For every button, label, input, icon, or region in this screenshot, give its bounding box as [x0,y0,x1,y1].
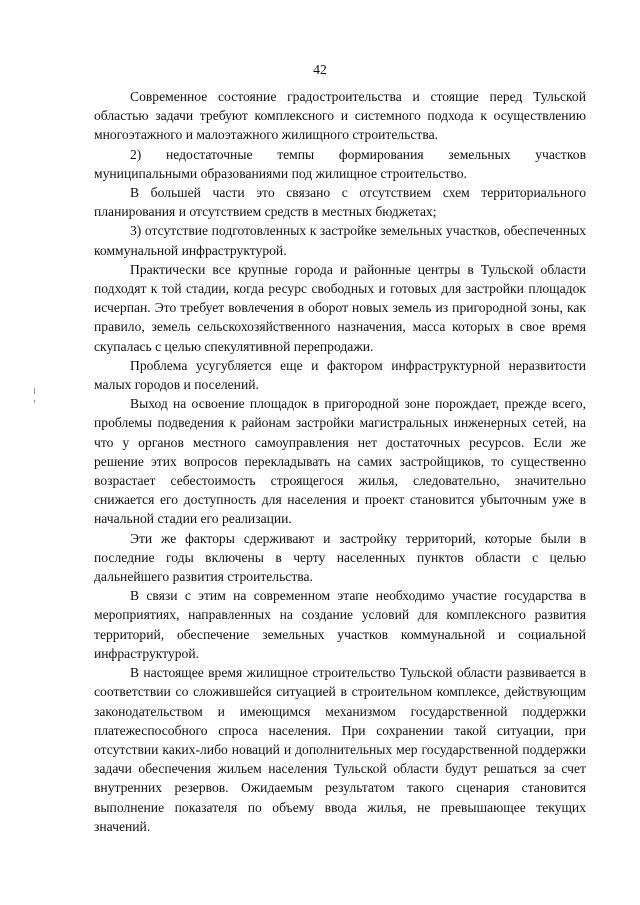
page-number: 42 [313,62,327,77]
paragraph: Современное состояние градостроительства и стоящие перед Тульской областью задачи требуют комплексного и системного подхода к осуществлению многоэтажного и малоэтажного жилищного строительства. [94,89,586,143]
scan-artifact [34,400,35,403]
paragraph: Эти же факторы сдерживают и застройку территорий, которые были в последние годы включены в черту населенных пунктов области с целью дальнейшего развития строительства. [94,530,586,585]
paragraph: Практически все крупные города и районные центры в Тульской области подходят к той стадии, когда ресурс свободных и готовых для застройки площадок исчерпан. Это требует вовлечения в оборот новых земель из пригородной зоны, как правило, земель сельскохозяйственного назначения, масса которых в свое время скупалась с целью спекулятивной перепродажи. [94,261,586,354]
paragraph: В связи с этим на современном этапе необходимо участие государства в мероприятиях, направленных на создание условий для комплексного развития территорий, обеспечение земельных участков коммунальной и социальной инфраструктурой. [94,588,586,661]
document-body [94,87,586,836]
paragraph: 3) отсутствие подготовленных к застройке земельных участков, обеспеченных коммунальной инфраструктурой. [94,223,586,258]
paragraph: В настоящее время жилищное строительство Тульской области развивается в соответствии со сложившейся ситуацией в строительном комплексе, действующим законодательством и имеющимся механизмом государственной поддержки платежеспособного спроса населения. При сохранении такой ситуации, при отсутствии каких-либо новаций и дополнительных мер государственной поддержки задачи обеспечения жильем населения Тульской области будут решаться за счет внутренних резервов. Ожидаемым результатом такого сценария становится выполнение показателя по объему ввода жилья, не превышающее текущих значений. [94,665,586,834]
paragraph: В большей части это связано с отсутствием схем территориального планирования и отсутствием средств в местных бюджетах; [94,185,586,220]
scan-artifact [34,388,35,394]
paragraph: Выход на освоение площадок в пригородной зоне порождает, прежде всего, проблемы подведения к районам застройки магистральных инженерных сетей, на что у органов местного самоуправления нет достаточных ресурсов. Если же решение этих вопросов перекладывать на самих застройщиков, то существенно возрастает себестоимость строящегося жилья, следовательно, значительно снижается его доступность для населения и проект становится убыточным уже в начальной стадии его реализации. [94,396,586,527]
paragraph: 2) недостаточные темпы формирования земельных участков муниципальными образованиями под жилищное строительство. [94,146,586,181]
paragraph: Проблема усугубляется еще и фактором инфраструктурной неразвитости малых городов и поселений. [94,357,586,393]
